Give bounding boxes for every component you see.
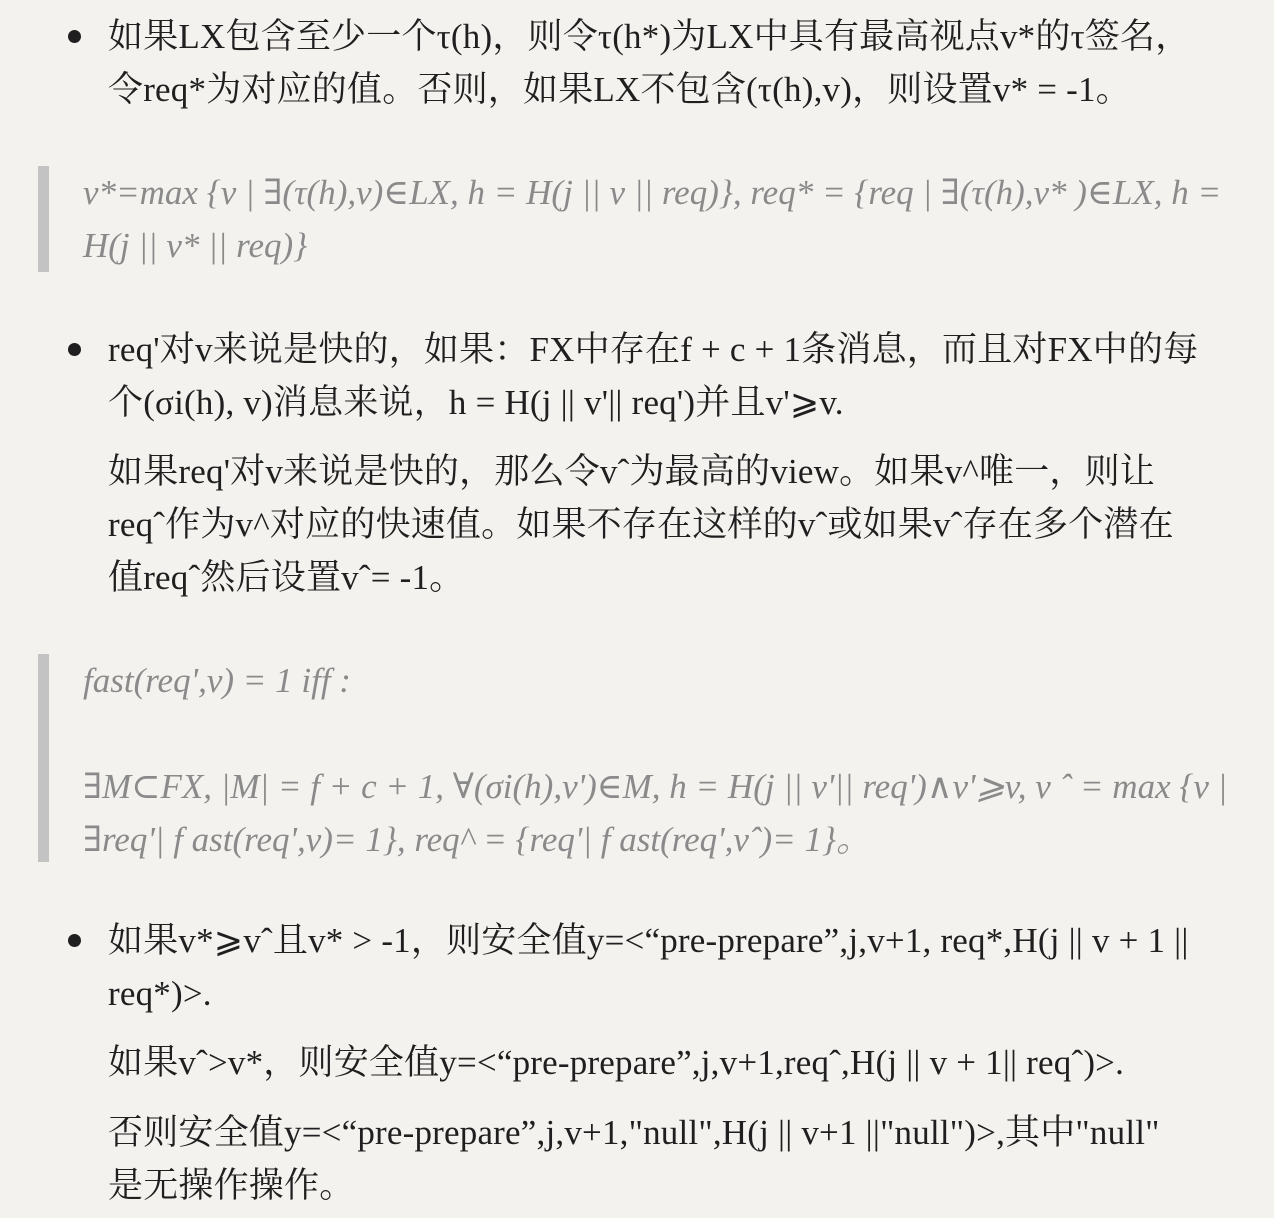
formula-quote-fast bbox=[38, 654, 1238, 862]
bullet-text-line: 令req*为对应的值。否则，如果LX不包含(τ(h),v)，则设置v* = -1。 bbox=[108, 70, 1131, 109]
formula-quote-max bbox=[38, 166, 1238, 272]
formula-line: H(j || v* || req)} bbox=[83, 226, 308, 265]
bullet-text-line: req*)>. bbox=[108, 974, 212, 1013]
paragraph-line: 如果vˆ>v*，则安全值y=<“pre-prepare”,j,v+1,reqˆ,H(j || v + 1|| reqˆ)>. bbox=[108, 1043, 1125, 1082]
paragraph-safe-value-fast bbox=[108, 1036, 1228, 1089]
formula-line: ∃req'| f ast(req',v)= 1}, req^ = {req'| f ast(req',vˆ)= 1}。 bbox=[83, 820, 872, 859]
paragraph-line: 是无操作操作。 bbox=[108, 1166, 355, 1205]
bullet-text-line: 如果v*⩾vˆ且v* > -1，则安全值y=<“pre-prepare”,j,v+1, req*,H(j || v + 1 || bbox=[108, 921, 1189, 960]
bullet-dot bbox=[68, 934, 81, 947]
paragraph-fast-view bbox=[108, 445, 1228, 604]
bullet-dot bbox=[68, 343, 81, 356]
paragraph-line: 否则安全值y=<“pre-prepare”,j,v+1,"null",H(j || v+1 ||"null")>,其中"null" bbox=[108, 1113, 1160, 1152]
bullet-item-safe-value bbox=[108, 914, 1228, 1020]
formula-line: ∃M⊂FX, |M| = f + c + 1, ∀(σi(h),v')∈M, h = H(j || v'|| req')∧v'⩾v, v ˆ = max {v | bbox=[83, 767, 1228, 806]
bullet-item-fast bbox=[108, 323, 1228, 429]
paragraph-line: 值reqˆ然后设置vˆ= -1。 bbox=[108, 558, 465, 597]
formula-line: v*=max {v | ∃(τ(h),v)∈LX, h = H(j || v || req)}, req* = {req | ∃(τ(h),v* )∈LX, h = bbox=[83, 173, 1222, 212]
bullet-text-line: req'对v来说是快的，如果：FX中存在f + c + 1条消息，而且对FX中的每 bbox=[108, 330, 1199, 369]
paragraph-safe-value-null bbox=[108, 1106, 1228, 1212]
formula-spacer bbox=[83, 707, 1238, 760]
bullet-dot bbox=[68, 30, 81, 43]
bullet-text-line: 如果LX包含至少一个τ(h)，则令τ(h*)为LX中具有最高视点v*的τ签名， bbox=[108, 17, 1191, 56]
paragraph-line: reqˆ作为v^对应的快速值。如果不存在这样的vˆ或如果vˆ存在多个潜在 bbox=[108, 505, 1174, 544]
bullet-text-line: 个(σi(h), v)消息来说，h = H(j || v'|| req')并且v'⩾v. bbox=[108, 383, 844, 422]
paragraph-line: 如果req'对v来说是快的，那么令vˆ为最高的view。如果v^唯一，则让 bbox=[108, 452, 1156, 491]
formula-line: fast(req',v) = 1 iff : bbox=[83, 661, 351, 700]
bullet-item-lx bbox=[108, 10, 1228, 116]
